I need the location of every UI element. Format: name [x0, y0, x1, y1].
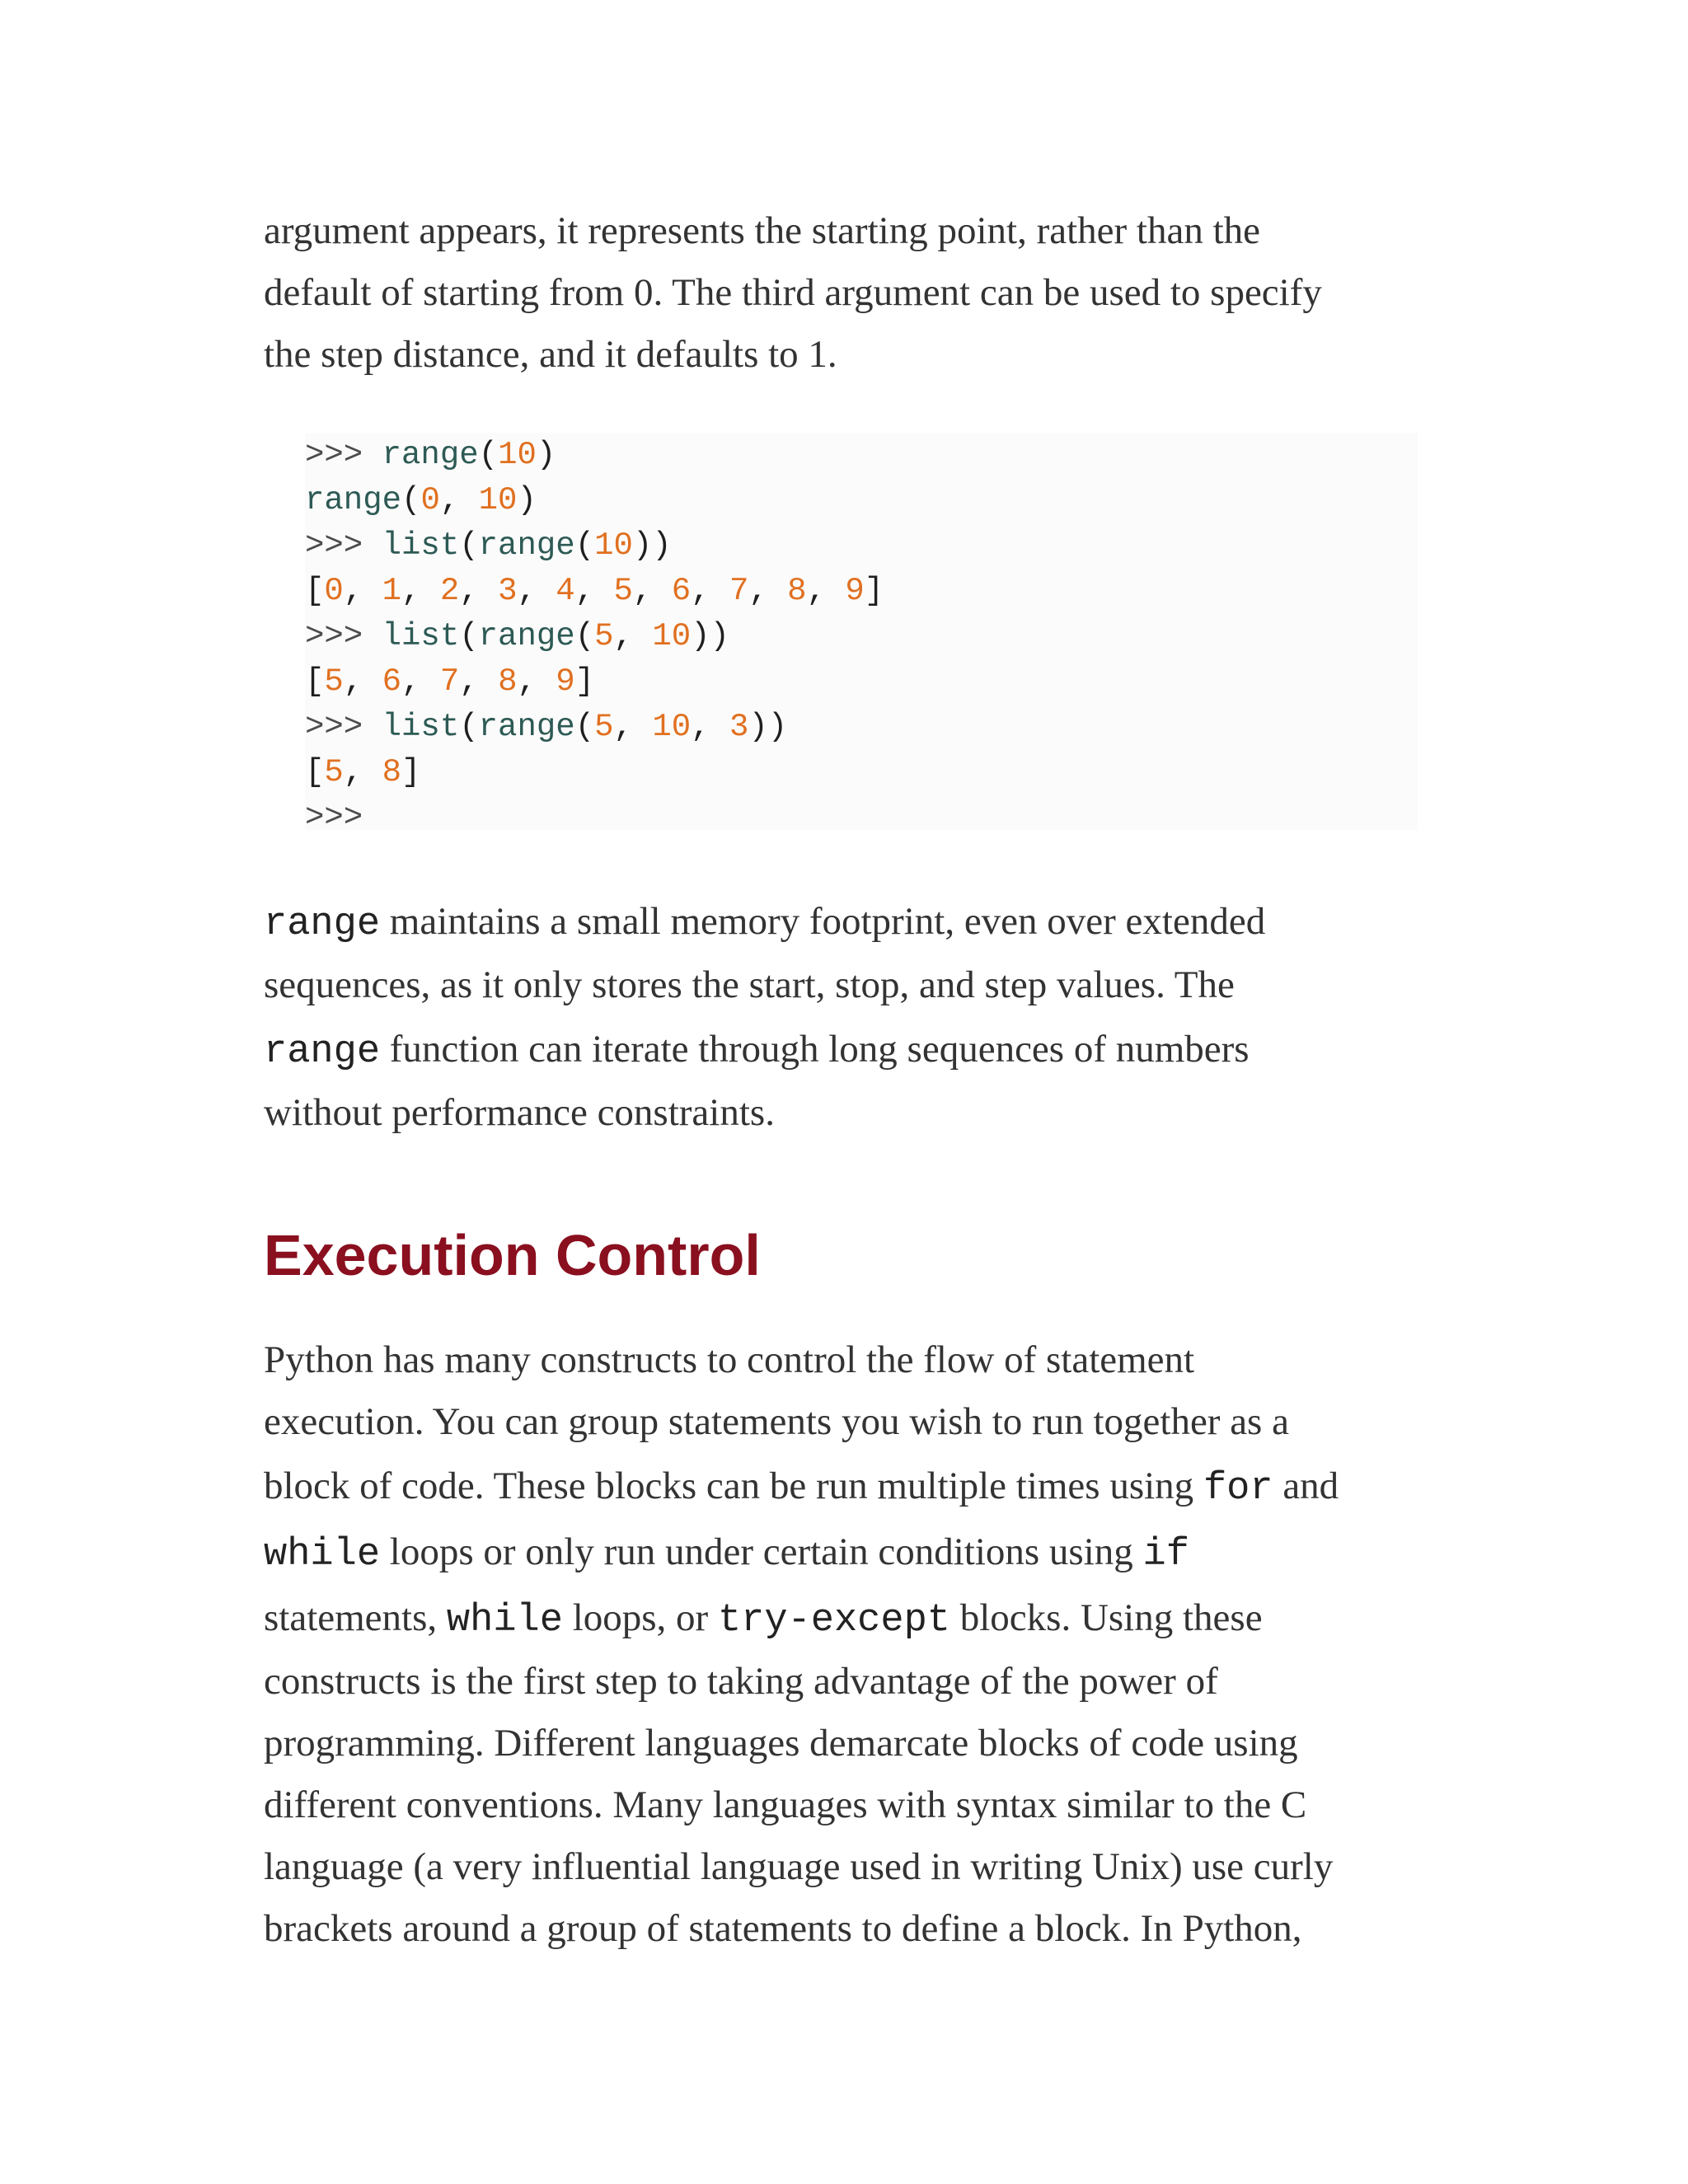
- text-run: without performance constraints.: [264, 1091, 775, 1134]
- text-run: statements,: [264, 1596, 447, 1639]
- text-line: [264, 1329, 1434, 1391]
- code-token-punc: ,: [401, 663, 440, 700]
- text-run: Python has many constructs to control the flow of statement: [264, 1338, 1195, 1381]
- code-token-punc: ]: [864, 573, 884, 609]
- code-token-punc: ): [536, 437, 556, 473]
- code-token-fn: range: [382, 437, 479, 473]
- code-token-num: 10: [478, 482, 518, 518]
- text-line: [264, 1585, 1434, 1651]
- code-line: [305, 569, 884, 614]
- code-token-num: 5: [613, 573, 633, 609]
- code-token-punc: ,: [459, 573, 499, 609]
- code-token-punc: [: [305, 663, 325, 700]
- code-token-fn: range: [478, 527, 575, 564]
- text-run: function can iterate through long sequences of numbers: [380, 1028, 1250, 1071]
- code-token-punc: ,: [574, 573, 614, 609]
- inline-code: range: [264, 1030, 381, 1074]
- code-line: [305, 750, 884, 795]
- code-token-punc: (: [574, 618, 595, 654]
- code-token-punc: [: [305, 573, 325, 609]
- code-token-prompt: >>>: [305, 799, 363, 836]
- code-token-num: 10: [652, 709, 692, 745]
- inline-code: if: [1142, 1533, 1189, 1577]
- code-token-punc: )): [748, 709, 788, 745]
- text-run: block of code. These blocks can be run multiple times using: [264, 1465, 1203, 1507]
- code-token-num: 3: [729, 709, 749, 745]
- code-token-fn: range: [478, 618, 575, 654]
- inline-code: range: [264, 902, 381, 946]
- text-run: blocks. Using these: [950, 1596, 1263, 1639]
- code-token-prompt: >>>: [305, 709, 382, 745]
- text-line: [264, 1898, 1434, 1960]
- code-token-num: 4: [556, 573, 575, 609]
- code-token-punc: )): [691, 618, 729, 654]
- code-token-num: 7: [439, 663, 460, 700]
- code-token-punc: ,: [439, 482, 479, 518]
- code-token-punc: ,: [691, 709, 729, 745]
- code-token-num: 0: [324, 573, 344, 609]
- code-token-num: 10: [652, 618, 692, 654]
- text-run: programming. Different languages demarcate blocks of code using: [264, 1722, 1298, 1765]
- code-token-num: 6: [382, 663, 402, 700]
- code-token-punc: ,: [459, 663, 499, 700]
- paragraph-execution-control: [264, 1329, 1434, 1960]
- text-line: [264, 954, 1418, 1016]
- paragraph-range-memory: [264, 888, 1418, 1144]
- text-run: maintains a small memory footprint, even over extended: [380, 900, 1266, 943]
- code-token-punc: ,: [748, 573, 788, 609]
- code-token-fn: list: [382, 527, 460, 564]
- text-line: [264, 1391, 1434, 1453]
- code-token-fn: list: [382, 618, 460, 654]
- text-line: [264, 1651, 1434, 1713]
- text-run: different conventions. Many languages with syntax similar to the C: [264, 1783, 1307, 1826]
- code-token-punc: ,: [517, 663, 556, 700]
- code-token-punc: ]: [401, 754, 421, 790]
- text-line: argument appears, it represents the starting point, rather than the: [264, 209, 1260, 252]
- code-token-num: 9: [556, 663, 575, 700]
- code-token-fn: range: [478, 709, 575, 745]
- text-run: loops, or: [562, 1596, 718, 1639]
- code-token-punc: (: [574, 527, 595, 564]
- section-heading: Execution Control: [264, 1223, 761, 1287]
- text-line: [264, 1713, 1434, 1774]
- code-token-num: 8: [382, 754, 402, 790]
- code-token-punc: [: [305, 754, 325, 790]
- code-token-punc: ,: [632, 573, 672, 609]
- code-token-punc: ,: [806, 573, 846, 609]
- code-token-num: 5: [594, 709, 614, 745]
- text-run: brackets around a group of statements to define a block. In Python,: [264, 1907, 1302, 1950]
- code-token-num: 5: [594, 618, 614, 654]
- code-token-fn: list: [382, 709, 460, 745]
- text-run: execution. You can group statements you wish to run together as a: [264, 1400, 1289, 1443]
- text-line: [264, 1016, 1418, 1082]
- code-token-punc: (: [478, 437, 499, 473]
- text-line: [264, 1453, 1434, 1519]
- code-line: [305, 614, 884, 659]
- code-example-block: [305, 433, 1418, 836]
- text-run: language (a very influential language used in writing Unix) use curly: [264, 1845, 1334, 1888]
- code-token-punc: ,: [691, 573, 729, 609]
- text-line: [264, 1519, 1434, 1585]
- code-token-punc: (: [574, 709, 595, 745]
- code-line: [305, 795, 884, 841]
- code-token-punc: (: [459, 709, 479, 745]
- code-token-punc: ]: [574, 663, 595, 700]
- code-token-punc: ): [517, 482, 537, 518]
- code-token-prompt: >>>: [305, 437, 382, 473]
- text-line: [264, 1836, 1434, 1898]
- inline-code: while: [264, 1533, 381, 1577]
- code-token-num: 8: [787, 573, 807, 609]
- code-token-num: 9: [845, 573, 865, 609]
- code-token-punc: ,: [613, 618, 653, 654]
- text-line: [264, 1774, 1434, 1836]
- code-token-prompt: >>>: [305, 527, 382, 564]
- code-token-punc: (: [459, 527, 479, 564]
- code-token-num: 10: [594, 527, 633, 564]
- text-run: loops or only run under certain conditions using: [380, 1530, 1143, 1573]
- text-line: the step distance, and it defaults to 1.: [264, 333, 837, 376]
- text-run: and: [1273, 1465, 1339, 1507]
- code-token-num: 2: [439, 573, 460, 609]
- code-line: [305, 478, 884, 523]
- code-lines: [305, 433, 884, 841]
- code-line: [305, 659, 884, 705]
- code-token-prompt: >>>: [305, 618, 382, 654]
- text-line: [264, 1082, 1418, 1144]
- code-token-num: 5: [324, 754, 344, 790]
- inline-code: while: [446, 1599, 563, 1643]
- code-line: [305, 705, 884, 750]
- paragraph-range-arguments: [264, 200, 1418, 386]
- code-token-punc: ,: [343, 663, 382, 700]
- code-token-punc: (: [401, 482, 421, 518]
- code-token-num: 5: [324, 663, 344, 700]
- code-token-punc: ,: [517, 573, 556, 609]
- code-token-fn: range: [305, 482, 402, 518]
- text-line: default of starting from 0. The third argument can be used to specify: [264, 271, 1322, 314]
- code-token-punc: ,: [343, 573, 382, 609]
- code-token-num: 8: [498, 663, 518, 700]
- code-token-num: 0: [420, 482, 440, 518]
- code-token-num: 7: [729, 573, 749, 609]
- text-line: [264, 888, 1418, 954]
- text-run: sequences, as it only stores the start, stop, and step values. The: [264, 963, 1235, 1006]
- code-token-punc: )): [632, 527, 672, 564]
- code-line: [305, 433, 884, 478]
- inline-code: try-except: [717, 1599, 950, 1643]
- text-run: constructs is the first step to taking advantage of the power of: [264, 1660, 1218, 1703]
- code-token-punc: (: [459, 618, 479, 654]
- code-token-num: 3: [498, 573, 518, 609]
- code-line: [305, 523, 884, 569]
- code-token-punc: ,: [401, 573, 440, 609]
- code-token-num: 10: [498, 437, 537, 473]
- inline-code: for: [1203, 1467, 1273, 1511]
- code-token-num: 6: [671, 573, 692, 609]
- code-token-punc: ,: [343, 754, 382, 790]
- code-token-punc: ,: [613, 709, 653, 745]
- code-token-num: 1: [382, 573, 402, 609]
